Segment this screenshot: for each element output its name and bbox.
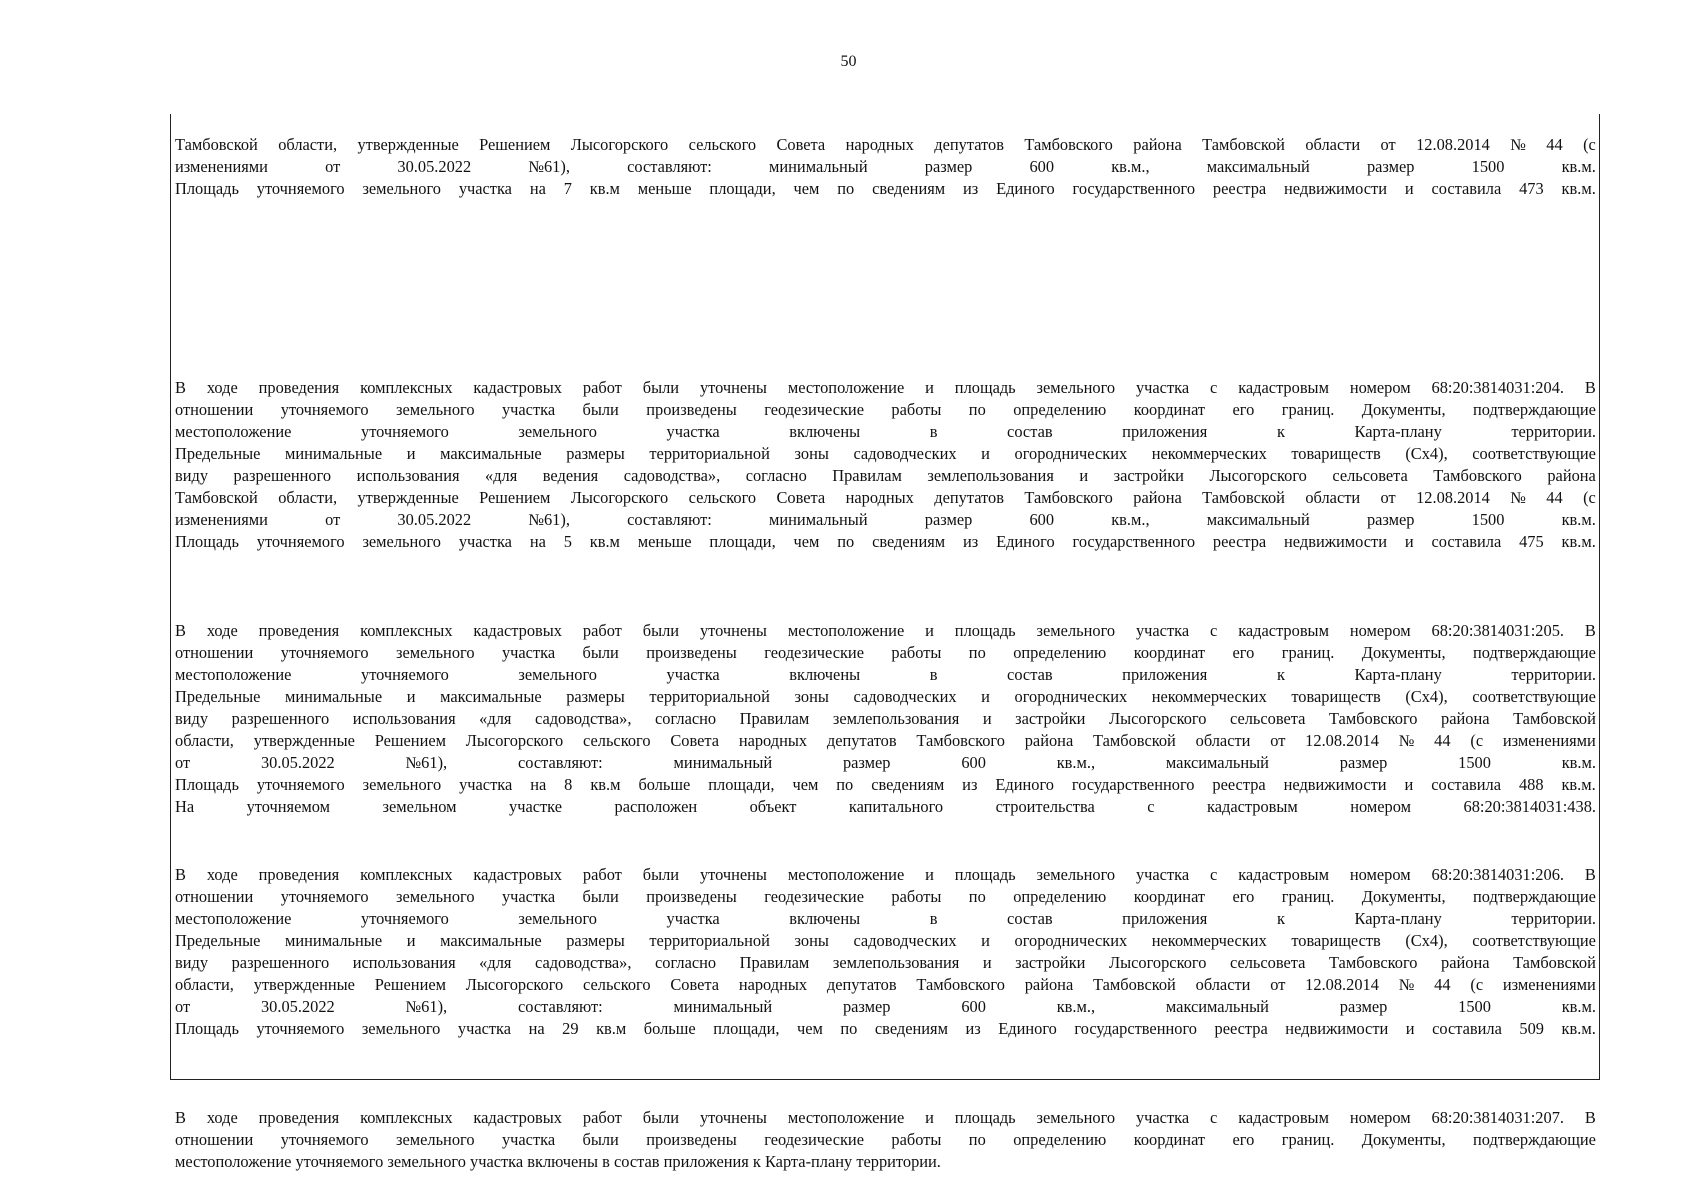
text-line: В ходе проведения комплексных кадастровых работ были уточнены местоположение и площадь земельного участка с кадастровым номером 68:20:3814031:207. В (175, 1108, 1596, 1127)
text-line: отношении уточняемого земельного участка были произведены геодезические работы по определению координат его границ. Документы, подтверждающие (175, 643, 1596, 662)
text-line: местоположение уточняемого земельного участка включены в состав приложения к Карта-плану территории. (175, 1152, 941, 1171)
document-frame (170, 114, 1600, 1171)
text-line: отношении уточняемого земельного участка были произведены геодезические работы по определению координат его границ. Документы, подтверждающие (175, 887, 1596, 906)
text-line: изменениями от 30.05.2022 №61), составляют: минимальный размер 600 кв.м., максимальный размер 1500 кв.м. (175, 510, 1596, 529)
text-line: от 30.05.2022 №61), составляют: минимальный размер 600 кв.м., максимальный размер 1500 кв.м. (175, 753, 1596, 772)
text-line: Предельные минимальные и максимальные размеры территориальной зоны садоводческих и огороднических некоммерческих товариществ (Сх4), соответствующие (175, 931, 1596, 950)
text-line: виду разрешенного использования «для ведения садоводства», согласно Правилам землепользования и застройки Лысогорского сельсовета Тамбовского района (175, 466, 1596, 485)
text-line: от 30.05.2022 №61), составляют: минимальный размер 600 кв.м., максимальный размер 1500 кв.м. (175, 997, 1596, 1016)
text-line: отношении уточняемого земельного участка были произведены геодезические работы по определению координат его границ. Документы, подтверждающие (175, 400, 1596, 419)
text-line: В ходе проведения комплексных кадастровых работ были уточнены местоположение и площадь земельного участка с кадастровым номером 68:20:3814031:204. В (175, 378, 1596, 397)
text-line: Площадь уточняемого земельного участка на 5 кв.м меньше площади, чем по сведениям из Единого государственного реестра недвижимости и составила 475 кв.м. (175, 532, 1596, 551)
text-line: местоположение уточняемого земельного участка включены в состав приложения к Карта-плану территории. (175, 909, 1596, 928)
text-line: отношении уточняемого земельного участка были произведены геодезические работы по определению координат его границ. Документы, подтверждающие (175, 1130, 1596, 1149)
text-line: Предельные минимальные и максимальные размеры территориальной зоны садоводческих и огороднических некоммерческих товариществ (Сх4), соответствующие (175, 687, 1596, 706)
text-line: изменениями от 30.05.2022 №61), составляют: минимальный размер 600 кв.м., максимальный размер 1500 кв.м. (175, 157, 1596, 176)
text-line: Площадь уточняемого земельного участка на 8 кв.м больше площади, чем по сведениям из Единого государственного реестра недвижимости и составила 488 кв.м. (175, 775, 1596, 794)
text-line: Площадь уточняемого земельного участка на 29 кв.м больше площади, чем по сведениям из Единого государственного реестра недвижимости и составила 509 кв.м. (175, 1019, 1596, 1038)
text-line: виду разрешенного использования «для садоводства», согласно Правилам землепользования и застройки Лысогорского сельсовета Тамбовского района Тамбовской (175, 709, 1596, 728)
text-line: Тамбовской области, утвержденные Решением Лысогорского сельского Совета народных депутатов Тамбовского района Тамбовской области от 12.08.2014 № 44 (с (175, 488, 1596, 507)
text-line: области, утвержденные Решением Лысогорского сельского Совета народных депутатов Тамбовского района Тамбовской области от 12.08.2014 № 44 (с изменениями (175, 731, 1596, 750)
text-line: Площадь уточняемого земельного участка на 7 кв.м меньше площади, чем по сведениям из Единого государственного реестра недвижимости и составила 473 кв.м. (175, 179, 1596, 198)
paragraph-3 (175, 620, 1596, 818)
paragraph-1 (175, 134, 1596, 200)
text-line: области, утвержденные Решением Лысогорского сельского Совета народных депутатов Тамбовского района Тамбовской области от 12.08.2014 № 44 (с изменениями (175, 975, 1596, 994)
paragraph-5 (175, 1107, 1596, 1173)
text-line: Предельные минимальные и максимальные размеры территориальной зоны садоводческих и огороднических некоммерческих товариществ (Сх4), соответствующие (175, 444, 1596, 463)
text-line: виду разрешенного использования «для садоводства», согласно Правилам землепользования и застройки Лысогорского сельсовета Тамбовского района Тамбовской (175, 953, 1596, 972)
text-line: В ходе проведения комплексных кадастровых работ были уточнены местоположение и площадь земельного участка с кадастровым номером 68:20:3814031:206. В (175, 865, 1596, 884)
paragraph-2 (175, 377, 1596, 553)
text-line: местоположение уточняемого земельного участка включены в состав приложения к Карта-плану территории. (175, 665, 1596, 684)
page-number: 50 (840, 53, 857, 70)
text-line: На уточняемом земельном участке расположен объект капитального строительства с кадастровым номером 68:20:3814031:438. (175, 797, 1596, 816)
text-line: Тамбовской области, утвержденные Решением Лысогорского сельского Совета народных депутатов Тамбовского района Тамбовской области от 12.08.2014 № 44 (с (175, 135, 1596, 154)
text-line: В ходе проведения комплексных кадастровых работ были уточнены местоположение и площадь земельного участка с кадастровым номером 68:20:3814031:205. В (175, 621, 1596, 640)
text-line: местоположение уточняемого земельного участка включены в состав приложения к Карта-плану территории. (175, 422, 1596, 441)
paragraph-4 (175, 864, 1596, 1040)
